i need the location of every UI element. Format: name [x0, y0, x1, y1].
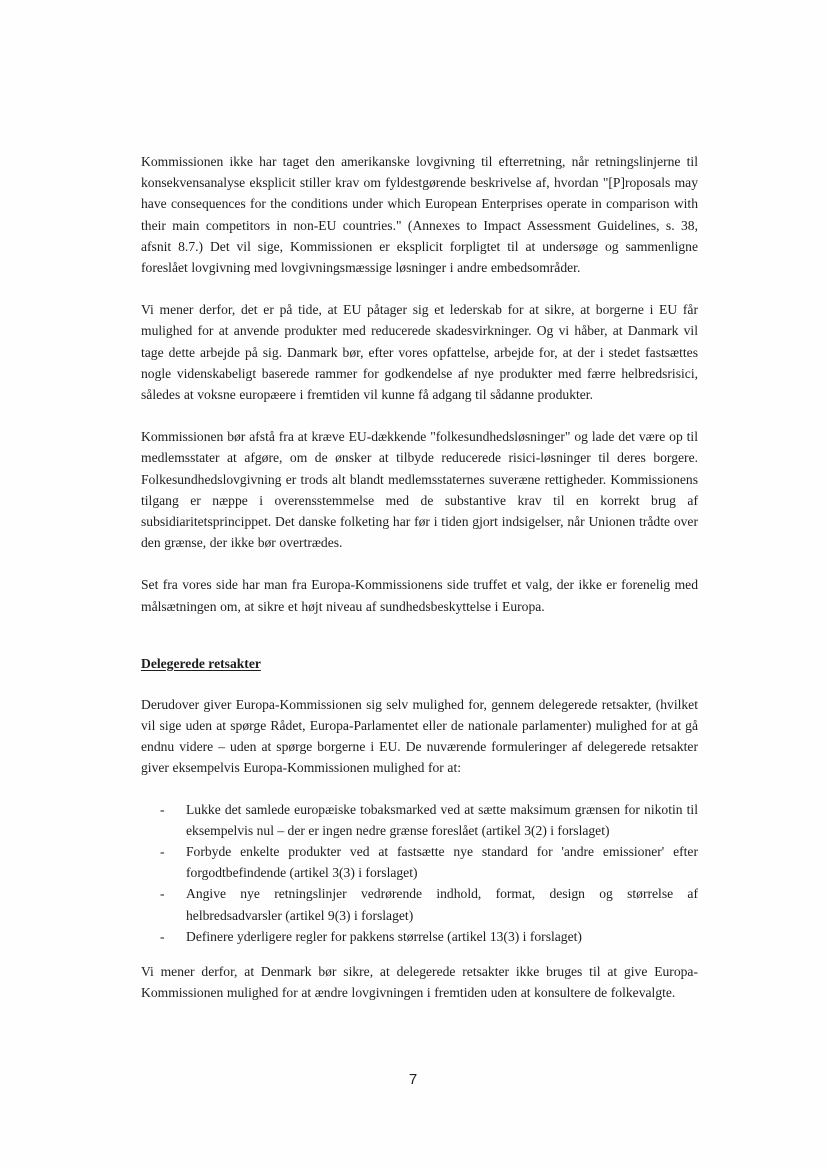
paragraph-closing: Vi mener derfor, at Denmark bør sikre, at delegerede retsakter ikke bruges til at give Europa-Kommissionen mulighed for at ændre lovgivningen i fremtiden uden at konsultere de folkevalgte.: [141, 964, 698, 1001]
paragraph-delegated-acts-intro: Derudover giver Europa-Kommissionen sig selv mulighed for, gennem delegerede retsakter, (hvilket vil sige uden at spørge Rådet, Europa-Parlamentet eller de nationale parlamenter) mulighed for at gå endnu videre – uden at spørge borgerne i EU. De nuværende formuleringer af delegerede retsakter giver eksempelvis Europa-Kommissionen mulighed for at:: [141, 696, 698, 776]
list-item-text: Forbyde enkelte produkter ved at fastsætte nye standard for 'andre emissioner' efter forgodtbefindende (artikel 3(3) i forslaget): [186, 844, 698, 881]
paragraph-commission-us-law: Kommissionen ikke har taget den amerikanske lovgivning til efterretning, når retningslinjerne til konsekvensanalyse eksplicit stiller krav om fyldestgørende beskrivelse af, hvordan "[P]roposals may have consequences for the conditions under which European Enterprises operate in comparison with their main competitors in non-EU countries." (Annexes to Impact Assessment Guidelines, s. 38, afsnit 8.7.) Det vil sige, Kommissionen er eksplicit forpligtet til at undersøge og sammenligne foreslået lovgivning med lovgivningsmæssige løsninger i andre embedsområder.: [141, 154, 698, 276]
list-item-text: Definere yderligere regler for pakkens størrelse (artikel 13(3) i forslaget): [186, 928, 582, 944]
bullet-dash: -: [160, 844, 165, 860]
paragraph-subsidiarity: Kommissionen bør afstå fra at kræve EU-dækkende "folkesundhedsløsninger" og lade det være op til medlemsstater at afgøre, om de ønsker at tilbyde reducerede risici-løsninger til deres borgere. Folkesundhedslovgivning er trods alt blandt medlemsstaternes suveræne rettigheder. Kommissionens tilgang er næppe i overensstemmelse med de substantive krav til en korrekt brug af subsidiaritetsprincippet. Det danske folketing har før i tiden gjort indsigelser, når Unionen trådte over den grænse, der ikke bør overtrædes.: [141, 429, 698, 551]
page-body: [141, 151, 698, 1004]
list-item: [141, 926, 698, 947]
bullet-dash: -: [160, 801, 165, 817]
list-item: [141, 841, 698, 883]
list-item: [141, 883, 698, 925]
page-number: 7: [408, 1071, 418, 1088]
bullet-dash: -: [160, 886, 165, 902]
section-heading-delegated-acts: Delegerede retsakter: [141, 655, 261, 671]
bullet-dash: -: [160, 928, 165, 944]
paragraph-health-protection: Set fra vores side har man fra Europa-Kommissionens side truffet et valg, der ikke er forenelig med målsætningen om, at sikre et højt niveau af sundhedsbeskyttelse i Europa.: [141, 577, 698, 614]
list-item-text: Lukke det samlede europæiske tobaksmarked ved at sætte maksimum grænsen for nikotin til eksempelvis nul – der er ingen nedre grænse foreslået (artikel 3(2) i forslaget): [186, 801, 698, 838]
list-item: [141, 799, 698, 841]
list-item-text: Angive nye retningslinjer vedrørende indhold, format, design og størrelse af helbredsadvarsler (artikel 9(3) i forslaget): [186, 886, 698, 923]
paragraph-eu-leadership: Vi mener derfor, det er på tide, at EU påtager sig et lederskab for at sikre, at borgerne i EU får mulighed for at anvende produkter med reducerede skadesvirkninger. Og vi håber, at Danmark vil tage dette arbejde på sig. Danmark bør, efter vores opfattelse, arbejde for, at der i stedet fastsættes nogle videnskabeligt baserede rammer for godkendelse af nye produkter med færre helbredsrisici, således at voksne europæere i fremtiden vil kunne få adgang til sådanne produkter.: [141, 302, 698, 403]
delegated-acts-list: [141, 799, 698, 947]
